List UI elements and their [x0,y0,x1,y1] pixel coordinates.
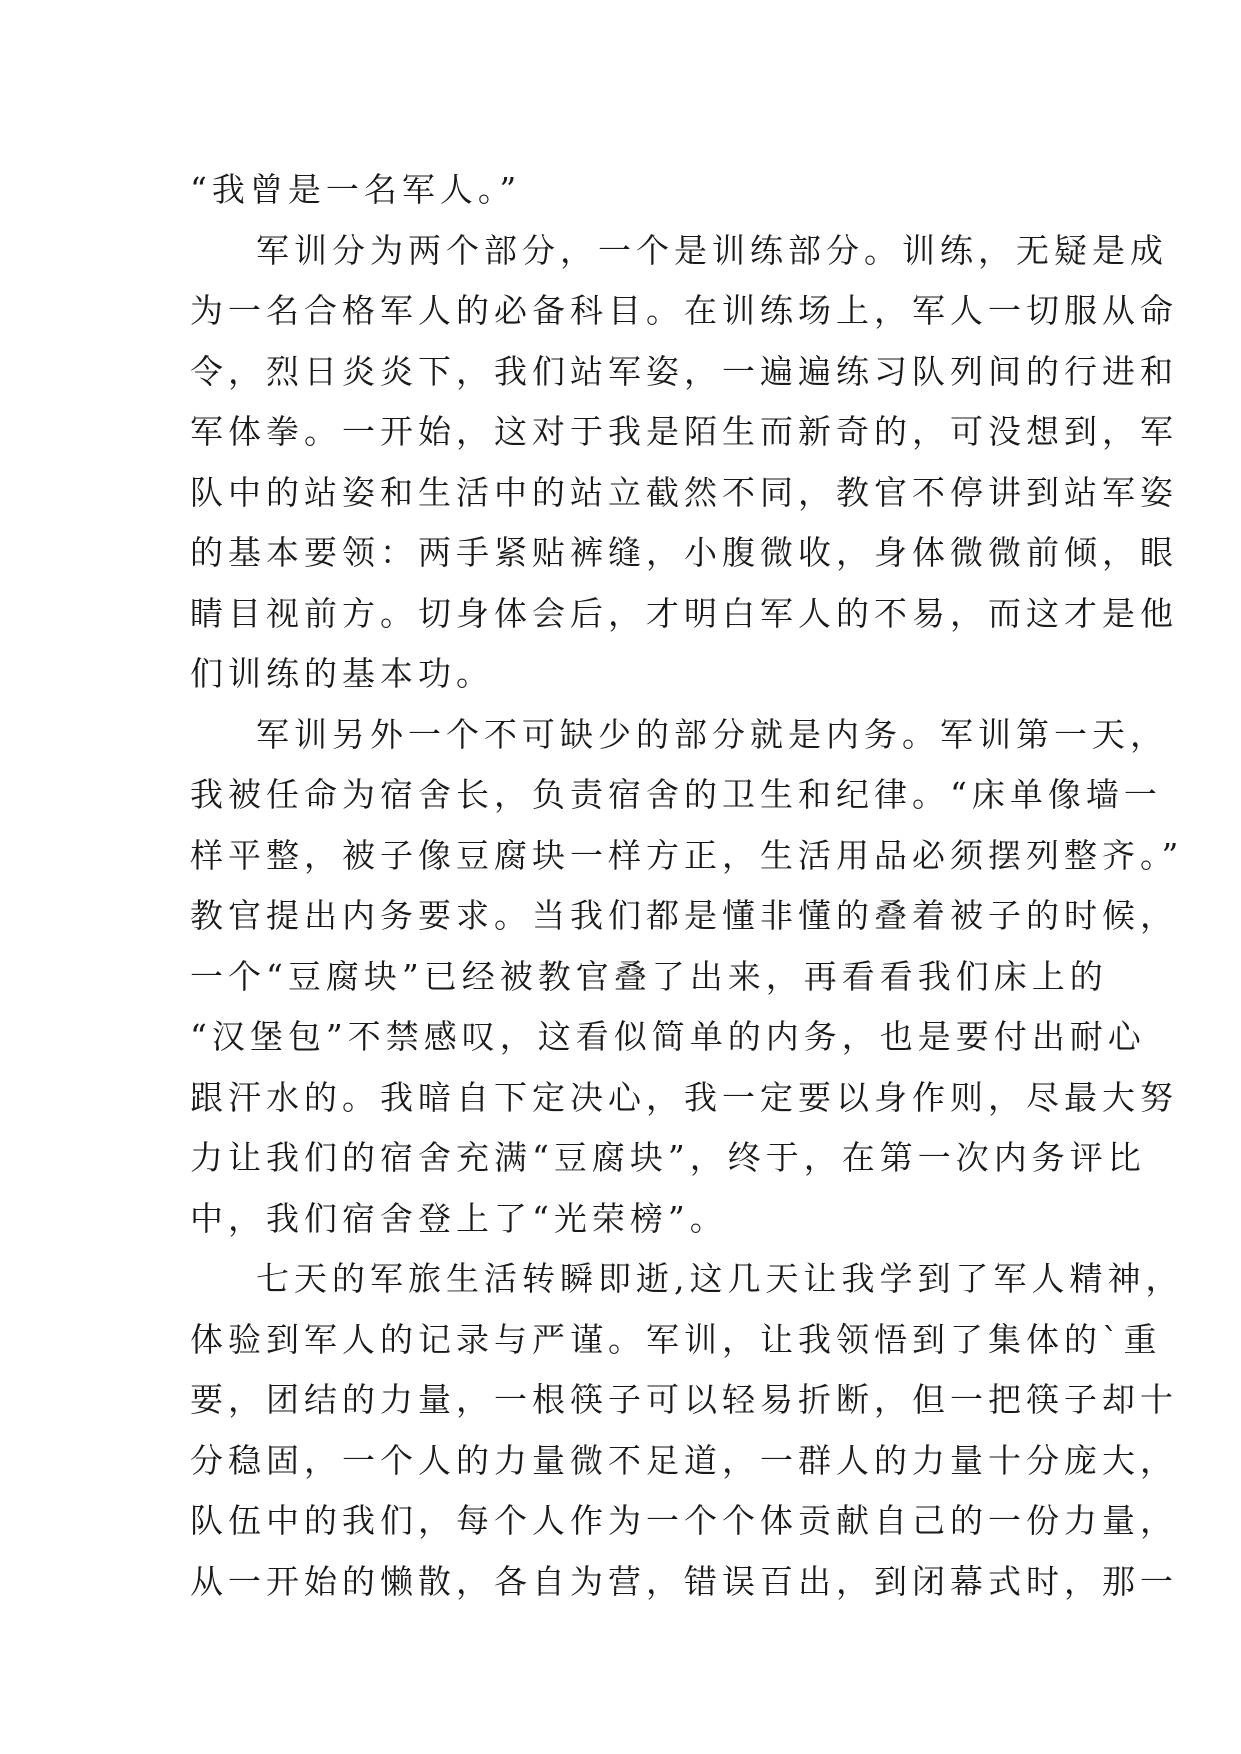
text-line: 睛目视前方。切身体会后，才明白军人的不易，而这才是他 [190,593,1178,633]
text-line: 队伍中的我们，每个人作为一个个体贡献自己的一份力量， [190,1501,1178,1540]
text-line: 体验到军人的记录与严谨。军训，让我领悟到了集体的`重 [190,1319,1162,1359]
text-line: 们训练的基本功。 [190,654,494,693]
text-line: “汉堡包”不禁感叹，这看似简单的内务，也是要付出耐心 [190,1017,1146,1056]
text-line: 中，我们宿舍登上了“光荣榜”。 [190,1198,728,1238]
text-line: 队中的站姿和生活中的站立截然不同，教官不停讲到站军姿 [190,472,1178,512]
text-line: 一个“豆腐块”已经被教官叠了出来，再看看我们床上的 [190,956,1108,996]
text-line: 从一开始的懒散，各自为营，错误百出，到闭幕式时，那一 [190,1561,1178,1601]
text-line: 的基本要领：两手紧贴裤缝，小腹微收，身体微微前倾，眼 [190,533,1178,572]
text-line: 分稳固，一个人的力量微不足道，一群人的力量十分庞大， [190,1440,1178,1480]
text-line: 力让我们的宿舍充满“豆腐块”，终于，在第一次内务评比 [190,1138,1146,1177]
text-line: 跟汗水的。我暗自下定决心，我一定要以身作则，尽最大努 [190,1077,1178,1117]
text-line: 我被任命为宿舍长，负责宿舍的卫生和纪律。“床单像墙一 [190,775,1162,814]
paragraph-first-line: 七天的军旅生活转瞬即逝,这几天让我学到了军人精神， [256,1259,1184,1298]
text-line: 为一名合格军人的必备科目。在训练场上，军人一切服从命 [190,291,1178,330]
text-line: “我曾是一名军人。” [190,170,522,209]
text-line: 要，团结的力量，一根筷子可以轻易折断，但一把筷子却十 [190,1380,1178,1419]
paragraph-first-line: 军训另外一个不可缺少的部分就是内务。军训第一天， [256,714,1168,754]
paragraph-first-line: 军训分为两个部分，一个是训练部分。训练，无疑是成 [256,230,1168,270]
text-line: 样平整，被子像豆腐块一样方正，生活用品必须摆列整齐。” [190,835,1184,875]
text-line: 军体拳。一开始，这对于我是陌生而新奇的，可没想到，军 [190,412,1178,451]
text-line: 令，烈日炎炎下，我们站军姿，一遍遍练习队列间的行进和 [190,351,1178,391]
text-line: 教官提出内务要求。当我们都是懂非懂的叠着被子的时候， [190,896,1178,935]
body-text [190,160,1184,1612]
